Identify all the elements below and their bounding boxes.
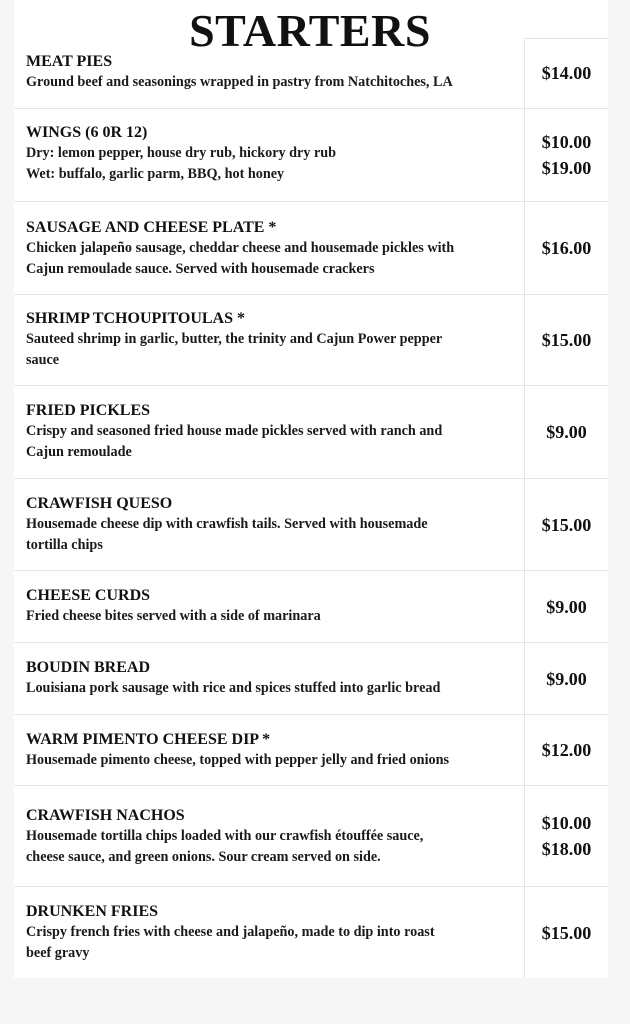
item-description-line: Housemade pimento cheese, topped with pepper jelly and fried onions [26,752,450,768]
item-price: $9.00 [546,668,587,689]
item-price: $15.00 [541,330,592,350]
item-description-line: Housemade cheese dip with crawfish tails. Served with housemade [26,516,428,532]
item-name: CHEESE CURDS [26,587,151,604]
menu-item-sausage-cheese-plate [14,202,608,295]
menu-item-crawfish-nachos [14,786,608,887]
item-description-line: Crispy french fries with cheese and jalapeño, made to dip into roast [26,924,435,940]
item-name: CRAWFISH QUESO [26,495,173,512]
menu-item-shrimp-tchoupitoulas [14,295,608,386]
menu-item-wings [14,109,608,202]
item-name: SHRIMP TCHOUPITOULAS * [26,310,246,327]
item-price: $12.00 [541,740,592,760]
item-description-line: Louisiana pork sausage with rice and spices stuffed into garlic bread [26,680,441,696]
item-prices [525,295,608,385]
item-prices [525,571,608,642]
menu-item-drunken-fries [14,887,608,978]
menu-item-fried-pickles [14,386,608,479]
item-price: $15.00 [541,514,592,535]
item-price: $14.00 [541,63,592,83]
item-price: $18.00 [541,839,592,859]
item-price: $9.00 [546,596,587,617]
item-description-line: cheese sauce, and green onions. Sour cream served on side. [26,848,381,865]
page-title: STARTERS [189,5,431,56]
menu-item-cheese-curds [14,571,608,643]
item-price: $16.00 [541,238,592,258]
item-prices [525,887,608,978]
item-description-line: Cajun remoulade [26,443,132,460]
item-description-line: tortilla chips [26,536,103,553]
item-prices [525,109,608,201]
item-prices [525,386,608,478]
item-description-line: Cajun remoulade sauce. Served with housemade crackers [26,260,375,277]
item-prices [525,202,608,294]
item-price: $10.00 [541,813,592,833]
item-name: WARM PIMENTO CHEESE DIP * [26,731,271,748]
item-name: CRAWFISH NACHOS [26,807,185,824]
menu-item-crawfish-queso [14,479,608,571]
item-description-line: Dry: lemon pepper, house dry rub, hickory dry rub [26,145,337,161]
item-description-line: Sauteed shrimp in garlic, butter, the trinity and Cajun Power pepper [26,331,443,347]
menu-item-warm-pimento-cheese-dip [14,715,608,786]
item-description-line: Housemade tortilla chips loaded with our crawfish étouffée sauce, [26,828,424,844]
item-name: FRIED PICKLES [26,402,151,419]
item-price: $19.00 [541,158,592,178]
item-name: WINGS (6 0R 12) [26,124,148,141]
item-description-line: Wet: buffalo, garlic parm, BBQ, hot honey [26,165,285,182]
item-description-line: Fried cheese bites served with a side of marinara [26,608,321,624]
item-description-line: sauce [26,351,60,368]
item-price: $9.00 [546,422,587,442]
item-name: SAUSAGE AND CHEESE PLATE * [26,219,277,236]
item-price: $10.00 [541,132,592,152]
item-name: MEAT PIES [26,53,113,70]
item-prices [525,643,608,714]
item-description-line: Chicken jalapeño sausage, cheddar cheese and housemade pickles with [26,240,455,256]
item-prices [525,38,608,108]
item-description-line: Crispy and seasoned fried house made pickles served with ranch and [26,423,443,439]
item-prices [525,715,608,785]
item-description-line: Ground beef and seasonings wrapped in pastry from Natchitoches, LA [26,74,453,90]
item-name: DRUNKEN FRIES [26,903,159,920]
item-price: $15.00 [541,922,592,943]
menu-item-meat-pies [14,38,608,109]
item-description-line: beef gravy [26,944,90,961]
item-prices [525,786,608,886]
item-name: BOUDIN BREAD [26,659,151,676]
menu-item-boudin-bread [14,643,608,715]
item-prices [525,479,608,570]
